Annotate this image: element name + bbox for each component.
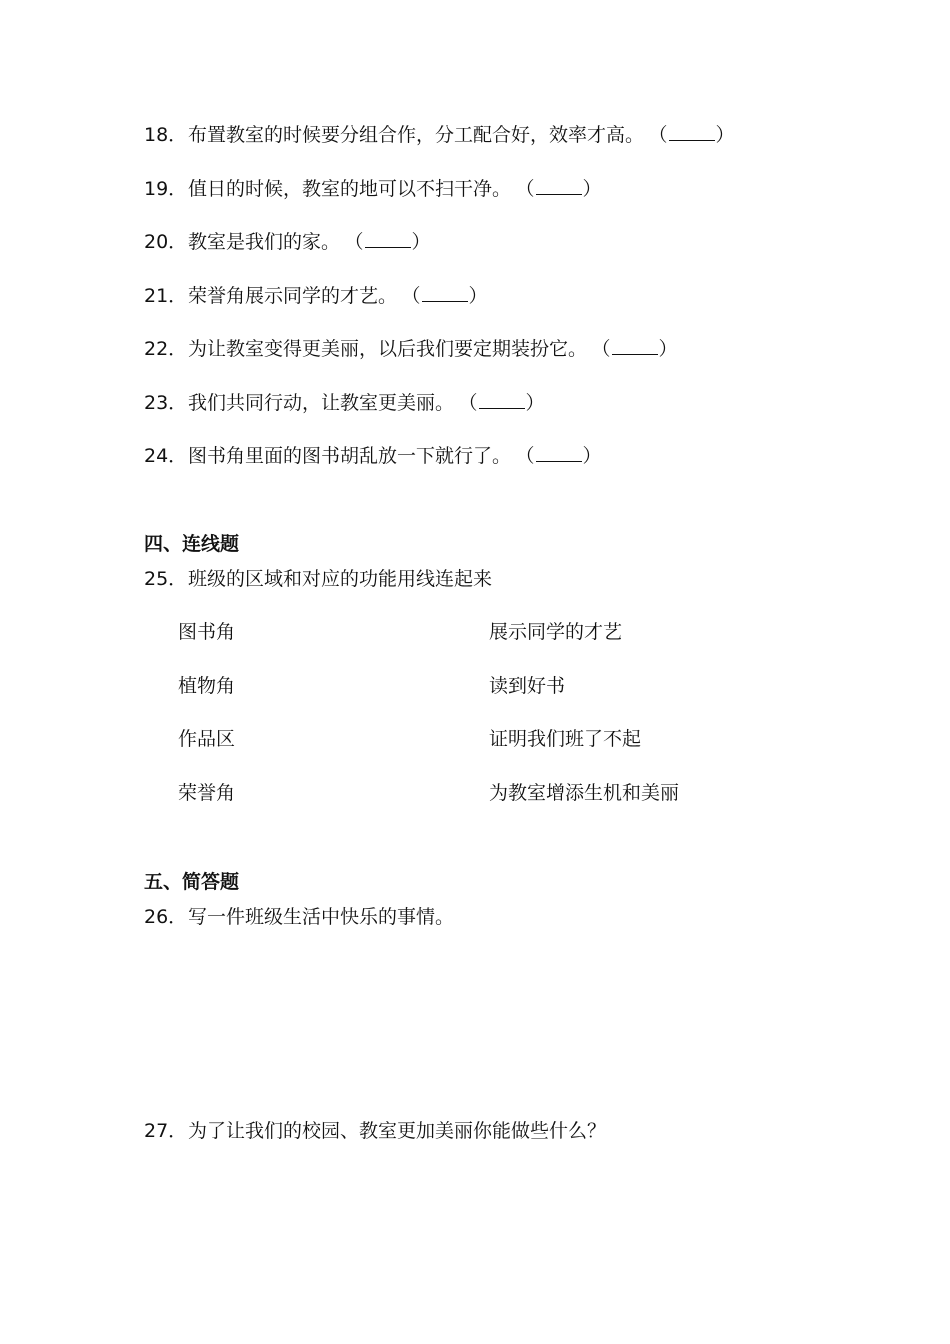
answer-blank[interactable]: [536, 176, 582, 195]
question-number: 18．: [144, 124, 188, 146]
match-left-item[interactable]: 作品区: [178, 728, 236, 750]
question-19: [144, 176, 602, 201]
paren-close: ）: [411, 231, 431, 253]
question-21: [144, 283, 488, 308]
paren-close: ）: [525, 392, 545, 414]
match-right-item[interactable]: 读到好书: [489, 675, 566, 697]
answer-blank[interactable]: [479, 390, 525, 409]
question-number: 27．: [144, 1120, 188, 1142]
question-text: 图书角里面的图书胡乱放一下就行了。: [188, 445, 512, 467]
question-18: [144, 122, 735, 147]
question-25: [144, 567, 492, 591]
question-20: [144, 229, 431, 254]
question-text: 教室是我们的家。: [188, 231, 341, 253]
match-left-item[interactable]: 图书角: [178, 621, 236, 643]
question-number: 20．: [144, 231, 188, 253]
paren-open: （: [658, 124, 668, 146]
match-left-item[interactable]: 植物角: [178, 675, 236, 697]
question-number: 24．: [144, 445, 188, 467]
section-heading-short-answer: 五、简答题: [144, 871, 240, 893]
question-number: 26．: [144, 906, 188, 928]
answer-blank[interactable]: [422, 283, 468, 302]
match-right-item[interactable]: 为教室增添生机和美丽: [489, 782, 680, 804]
match-left-item[interactable]: 荣誉角: [178, 782, 236, 804]
paren-open: （: [468, 392, 478, 414]
paren-close: ）: [658, 338, 678, 360]
paren-close: ）: [468, 285, 488, 307]
paren-open: （: [411, 285, 421, 307]
section-heading-matching: 四、连线题: [144, 533, 240, 555]
question-22: [144, 336, 678, 361]
answer-blank[interactable]: [365, 229, 411, 248]
match-right-item[interactable]: 证明我们班了不起: [489, 728, 642, 750]
paren-open: （: [354, 231, 364, 253]
question-text: 写一件班级生活中快乐的事情。: [188, 906, 455, 928]
paren-open: （: [601, 338, 611, 360]
question-text: 我们共同行动，让教室更美丽。: [188, 392, 455, 414]
question-number: 21．: [144, 285, 188, 307]
question-number: 23．: [144, 392, 188, 414]
question-text: 班级的区域和对应的功能用线连起来: [188, 568, 493, 590]
answer-blank[interactable]: [536, 443, 582, 462]
answer-blank[interactable]: [612, 336, 658, 355]
question-26: [144, 905, 454, 929]
paren-open: （: [525, 178, 535, 200]
question-text: 布置教室的时候要分组合作，分工配合好，效率才高。: [188, 124, 645, 146]
paren-close: ）: [715, 124, 735, 146]
question-number: 19．: [144, 178, 188, 200]
question-27: [144, 1119, 606, 1143]
paren-close: ）: [582, 445, 602, 467]
match-right-item[interactable]: 展示同学的才艺: [489, 621, 623, 643]
paren-open: （: [525, 445, 535, 467]
paren-close: ）: [582, 178, 602, 200]
answer-blank[interactable]: [669, 122, 715, 141]
question-text: 为了让我们的校园、教室更加美丽你能做些什么？: [188, 1120, 607, 1142]
question-number: 25．: [144, 568, 188, 590]
question-text: 值日的时候，教室的地可以不扫干净。: [188, 178, 512, 200]
question-number: 22．: [144, 338, 188, 360]
question-24: [144, 443, 602, 468]
question-text: 荣誉角展示同学的才艺。: [188, 285, 398, 307]
question-23: [144, 390, 545, 415]
question-text: 为让教室变得更美丽，以后我们要定期装扮它。: [188, 338, 588, 360]
